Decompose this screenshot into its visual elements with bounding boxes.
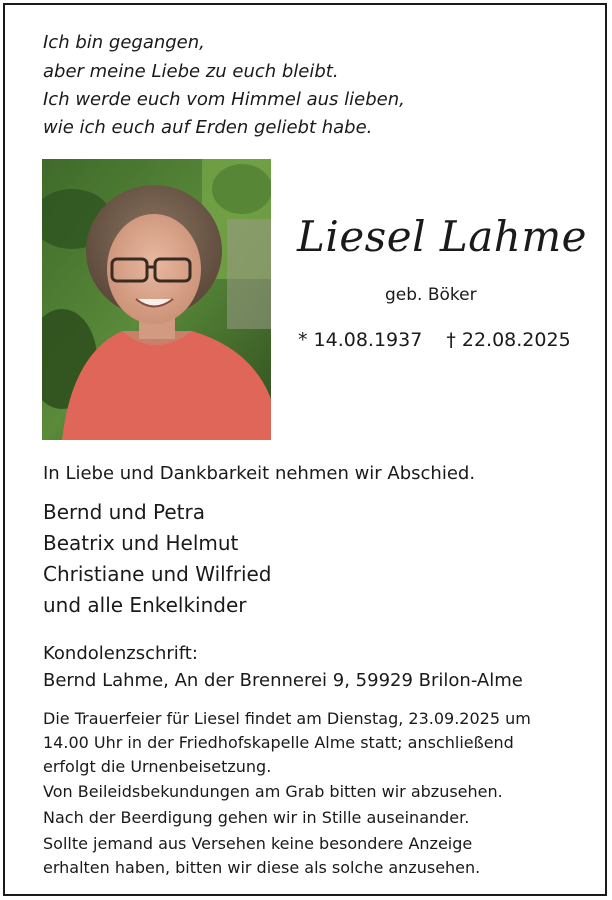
family-line: und alle Enkelkinder [43, 593, 247, 617]
portrait-photo [42, 159, 271, 440]
info-line: erhalten haben, bitten wir diese als solche anzusehen. [43, 858, 481, 877]
death-date: † 22.08.2025 [446, 329, 571, 351]
family-line: Bernd und Petra [43, 500, 206, 524]
condolence-label: Kondolenzschrift: [43, 643, 198, 664]
info-line: Sollte jemand aus Versehen keine besondere Anzeige [43, 834, 473, 853]
info-line: Von Beileidsbekundungen am Grab bitten wir abzusehen. [43, 782, 503, 801]
life-dates [298, 329, 571, 351]
deceased-name: Liesel Lahme [297, 212, 588, 261]
poem-line: aber meine Liebe zu euch bleibt. [43, 61, 339, 82]
birth-name: geb. Böker [385, 285, 477, 305]
info-line: 14.00 Uhr in der Friedhofskapelle Alme statt; anschließend [43, 733, 514, 752]
poem-line: Ich bin gegangen, [43, 32, 205, 53]
info-line: erfolgt die Urnenbeisetzung. [43, 757, 272, 776]
poem-line: Ich werde euch vom Himmel aus lieben, [43, 89, 405, 110]
info-line: Nach der Beerdigung gehen wir in Stille auseinander. [43, 808, 470, 827]
family-line: Christiane und Wilfried [43, 562, 272, 586]
info-line: Die Trauerfeier für Liesel findet am Dienstag, 23.09.2025 um [43, 709, 531, 728]
birth-date: * 14.08.1937 [298, 329, 423, 351]
farewell-text: In Liebe und Dankbarkeit nehmen wir Abschied. [43, 463, 476, 484]
condolence-address: Bernd Lahme, An der Brennerei 9, 59929 Brilon-Alme [43, 670, 523, 691]
poem-line: wie ich euch auf Erden geliebt habe. [43, 117, 373, 138]
family-line: Beatrix und Helmut [43, 531, 239, 555]
